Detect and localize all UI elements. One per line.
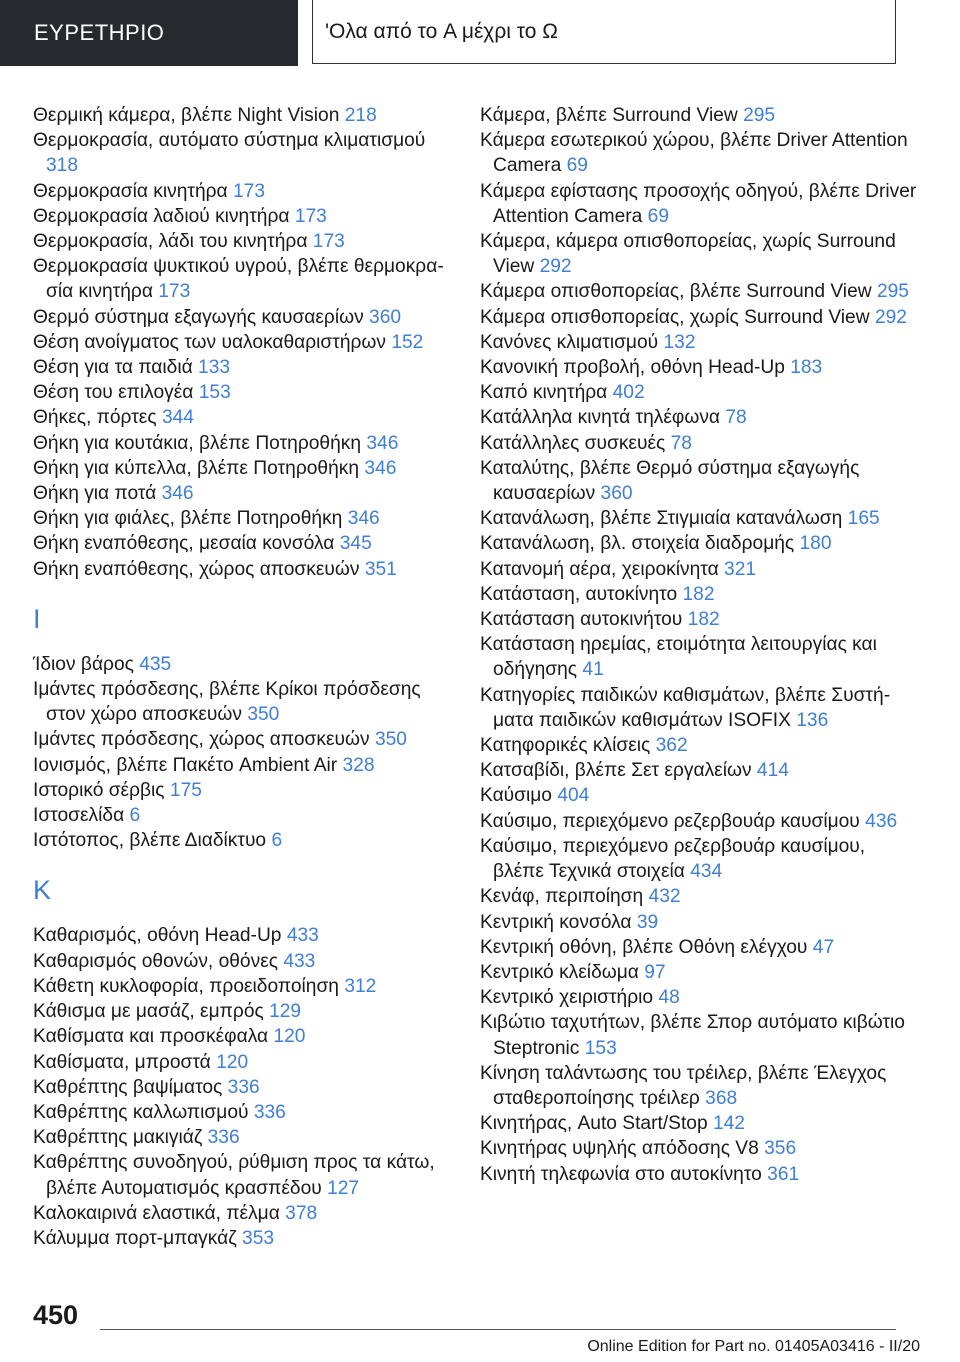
- entry-page-link[interactable]: 328: [342, 754, 375, 776]
- index-entry: [33, 204, 453, 229]
- entry-text: Κεντρική οθόνη, βλέπε Οθόνη ελέγχου: [480, 936, 808, 958]
- index-entry: [480, 884, 920, 909]
- entry-page-link[interactable]: 345: [339, 533, 372, 555]
- index-entry: [33, 753, 453, 778]
- entry-text: Κινητή τηλεφωνία στο αυτοκίνητο: [480, 1163, 762, 1185]
- index-entry: [480, 910, 920, 935]
- entry-text: Θήκες, πόρτες: [33, 407, 157, 429]
- entry-page-link[interactable]: 182: [687, 609, 720, 631]
- entry-page-link[interactable]: 39: [636, 911, 659, 933]
- entry-text: Κεντρικό χειριστήριο: [480, 987, 654, 1009]
- entry-page-link[interactable]: 173: [232, 180, 265, 202]
- index-entry: [480, 733, 920, 758]
- index-entry: [480, 985, 920, 1010]
- entry-page-link[interactable]: 360: [600, 483, 633, 505]
- index-entry: [480, 456, 920, 506]
- index-entry: [480, 179, 920, 229]
- entry-text: Θερμοκρασία ψυκτικού υγρού, βλέπε θερμοκρασία κινητήρα: [33, 256, 444, 303]
- entry-text: Καθίσματα και προσκέφαλα: [33, 1026, 269, 1048]
- entry-text: Κάμερα, βλέπε Surround View: [480, 105, 738, 126]
- entry-text: Κατάσταση αυτοκινήτου: [480, 609, 683, 631]
- entry-page-link[interactable]: 378: [285, 1202, 318, 1224]
- range-tab[interactable]: [312, 0, 896, 64]
- index-entry: [33, 974, 453, 999]
- index-entry: [33, 481, 453, 506]
- index-entry: [33, 727, 453, 752]
- index-entry: [33, 531, 453, 556]
- entry-text: Κάθετη κυκλοφορία, προειδοποίηση: [33, 975, 339, 997]
- entry-text: Κατάσταση, αυτοκίνητο: [480, 583, 678, 605]
- index-entry: [480, 1111, 920, 1136]
- entry-page-link[interactable]: 336: [227, 1076, 260, 1098]
- index-entry: [33, 999, 453, 1024]
- index-entry: [480, 405, 920, 430]
- entry-text: Καθρέπτης συνοδηγού, ρύθμιση προς τα κάτω, βλέπε Αυτοματισμός κρασπέδου: [33, 1152, 435, 1199]
- index-entry: [480, 834, 920, 884]
- entry-text: Κεντρικό κλείδωμα: [480, 961, 639, 983]
- entry-text: Κενάφ, περιποίηση: [480, 886, 644, 908]
- entry-text: Θερμοκρασία λαδιού κινητήρα: [33, 205, 290, 227]
- entry-text: Ιμάντες πρόσδεσης, χώρος αποσκευών: [33, 729, 370, 751]
- entry-page-link[interactable]: 344: [161, 407, 194, 429]
- entry-page-link[interactable]: 312: [344, 975, 377, 997]
- index-entry: [33, 456, 453, 481]
- entry-page-link[interactable]: 69: [566, 155, 588, 177]
- entry-text: Ιονισμός, βλέπε Πακέτο Ambient Air: [33, 754, 338, 776]
- index-entry: [33, 254, 453, 304]
- index-entry: [33, 1201, 453, 1226]
- index-entry: [480, 1010, 920, 1060]
- index-entry: [33, 557, 453, 582]
- index-entry: [33, 778, 453, 803]
- entry-text: Θερμοκρασία κινητήρα: [33, 180, 228, 202]
- index-entry: [33, 431, 453, 456]
- index-entry: [480, 531, 920, 556]
- entry-text: Κατανάλωση, βλ. στοιχεία διαδρομής: [480, 533, 795, 555]
- entry-page-link[interactable]: 133: [198, 357, 231, 379]
- entry-page-link[interactable]: 346: [161, 483, 194, 505]
- entry-text: Ιστορικό σέρβις: [33, 779, 165, 801]
- entry-page-link[interactable]: 132: [663, 331, 696, 353]
- entry-text: Καταλύτης, βλέπε Θερμό σύστημα εξαγωγής καυσαερίων: [480, 457, 860, 505]
- entry-text: Κινητήρας, Auto Start/Stop: [480, 1113, 708, 1135]
- index-entry: [33, 305, 453, 330]
- index-entry: [33, 330, 453, 355]
- index-entry: [480, 1061, 920, 1111]
- entry-page-link[interactable]: 127: [327, 1177, 360, 1199]
- entry-page-link[interactable]: 295: [876, 281, 909, 303]
- entry-page-link[interactable]: 182: [682, 583, 715, 605]
- index-entry: [480, 330, 920, 355]
- entry-text: Καθίσματα, μπροστά: [33, 1051, 211, 1073]
- entry-text: Κανόνες κλιματισμού: [480, 331, 659, 353]
- entry-text: Κατηφορικές κλίσεις: [480, 735, 651, 757]
- entry-page-link[interactable]: 432: [648, 886, 681, 908]
- entry-text: Κάμερα οπισθοπορείας, χωρίς Surround View: [480, 306, 870, 328]
- entry-text: Κάθισμα με μασάζ, εμπρός: [33, 1001, 264, 1023]
- entry-text: Καθρέπτης καλλωπισμού: [33, 1101, 249, 1123]
- index-entry: [480, 935, 920, 960]
- entry-page-link[interactable]: 78: [670, 432, 692, 454]
- entry-text: Καθρέπτης βαψίματος: [33, 1076, 223, 1098]
- entry-text: Κάμερα εφίστασης προσοχής οδηγού, βλέπε Driver Attention Camera: [480, 180, 917, 227]
- index-entry: [480, 809, 920, 834]
- index-entry: [33, 355, 453, 380]
- index-entry: [33, 1226, 453, 1251]
- index-entry: [480, 607, 920, 632]
- index-entry: [480, 305, 920, 330]
- entry-text: Κατσαβίδι, βλέπε Σετ εργαλείων: [480, 760, 752, 782]
- entry-page-link[interactable]: 152: [391, 331, 424, 353]
- entry-page-link[interactable]: 433: [286, 925, 319, 947]
- entry-text: Κίνηση ταλάντωσης του τρέιλερ, βλέπε Έλεγχος σταθεροποίησης τρέιλερ: [480, 1062, 887, 1109]
- entry-page-link[interactable]: 368: [705, 1087, 738, 1109]
- index-entry: [33, 380, 453, 405]
- index-column-left: [33, 103, 453, 1251]
- entry-text: Καύσιμο: [480, 785, 552, 807]
- entry-page-link[interactable]: 173: [294, 205, 327, 227]
- entry-text: Ιμάντες πρόσδεσης, βλέπε Κρίκοι πρόσδεσης στον χώρο αποσκευών: [33, 679, 421, 726]
- entry-page-link[interactable]: 183: [790, 357, 823, 379]
- entry-page-link[interactable]: 336: [253, 1101, 286, 1123]
- index-entry: [480, 683, 920, 733]
- entry-text: Κατανάλωση, βλέπε Στιγμιαία κατανάλωση: [480, 508, 843, 530]
- entry-page-link[interactable]: 292: [539, 256, 572, 278]
- entry-text: Θέση ανοίγματος των υαλοκαθαριστήρων: [33, 331, 386, 353]
- entry-page-link[interactable]: 41: [582, 659, 604, 681]
- entry-text: Κάμερα, κάμερα οπισθοπορείας, χωρίς Surround View: [480, 231, 896, 278]
- index-entry: [33, 677, 453, 727]
- entry-text: Καθαρισμός οθονών, οθόνες: [33, 950, 278, 972]
- entry-page-link[interactable]: 6: [271, 830, 283, 852]
- entry-page-link[interactable]: 47: [812, 936, 835, 958]
- entry-text: Καθρέπτης μακιγιάζ: [33, 1127, 203, 1149]
- entry-page-link[interactable]: 435: [139, 653, 172, 675]
- entry-page-link[interactable]: 120: [273, 1026, 306, 1048]
- entry-text: Θέση του επιλογέα: [33, 382, 194, 404]
- entry-page-link[interactable]: 165: [847, 508, 880, 530]
- entry-page-link[interactable]: 321: [724, 558, 757, 580]
- entry-page-link[interactable]: 218: [344, 105, 377, 126]
- entry-page-link[interactable]: 361: [767, 1163, 800, 1185]
- index-entry: [33, 229, 453, 254]
- entry-text: Κάμερα εσωτερικού χώρου, βλέπε Driver Attention Camera: [480, 130, 908, 177]
- entry-page-link[interactable]: 6: [129, 805, 141, 827]
- entry-text: Θέση για τα παιδιά: [33, 357, 193, 379]
- index-entry: [480, 506, 920, 531]
- entry-text: Ιστότοπος, βλέπε Διαδίκτυο: [33, 830, 267, 852]
- entry-page-link[interactable]: 436: [865, 810, 898, 832]
- index-entry: [480, 103, 920, 128]
- entry-page-link[interactable]: 346: [366, 432, 399, 454]
- entry-page-link[interactable]: 78: [725, 407, 747, 429]
- entry-text: Θερμό σύστημα εξαγωγής καυσαερίων: [33, 306, 364, 328]
- entry-page-link[interactable]: 69: [647, 205, 669, 227]
- entry-text: Θήκη για ποτά: [33, 483, 157, 505]
- section-title: ΕΥΡΕΤΗΡΙΟ: [34, 20, 165, 45]
- entry-text: Κατάλληλα κινητά τηλέφωνα: [480, 407, 721, 429]
- entry-page-link[interactable]: 48: [658, 987, 680, 1009]
- entry-text: Κατανομή αέρα, χειροκίνητα: [480, 558, 719, 580]
- entry-page-link[interactable]: 402: [612, 382, 645, 404]
- entry-text: Καθαρισμός, οθόνη Head-Up: [33, 925, 282, 947]
- index-entry: [480, 557, 920, 582]
- entry-text: Κάλυμμα πορτ-μπαγκάζ: [33, 1227, 237, 1249]
- entry-page-link[interactable]: 434: [690, 861, 723, 883]
- index-entry: [33, 506, 453, 531]
- index-column-right: [480, 103, 920, 1187]
- letter-heading: Κ: [33, 875, 52, 906]
- entry-text: Κατάλληλες συσκευές: [480, 432, 666, 454]
- index-entry: [33, 405, 453, 430]
- entry-page-link[interactable]: 120: [216, 1051, 249, 1073]
- entry-page-link[interactable]: 173: [158, 281, 191, 303]
- page-header: [0, 0, 960, 66]
- index-entry: [480, 279, 920, 304]
- entry-text: Θήκη για κουτάκια, βλέπε Ποτηροθήκη: [33, 432, 362, 454]
- index-entry: [480, 229, 920, 279]
- index-entry: [33, 1100, 453, 1125]
- entry-text: Κάμερα οπισθοπορείας, βλέπε Surround View: [480, 281, 872, 303]
- index-entry: [480, 1162, 920, 1187]
- entry-page-link[interactable]: 350: [374, 729, 407, 751]
- index-entry: [480, 960, 920, 985]
- entry-page-link[interactable]: 136: [796, 709, 829, 731]
- entry-text: Κατάσταση ηρεμίας, ετοιμότητα λειτουργίας και οδήγησης: [480, 634, 877, 681]
- index-entry: [33, 128, 453, 178]
- index-entry: [33, 803, 453, 828]
- entry-text: Κιβώτιο ταχυτήτων, βλέπε Σπορ αυτόματο κιβώτιο Steptronic: [480, 1012, 905, 1059]
- entry-page-link[interactable]: 336: [207, 1127, 240, 1149]
- letter-heading: Ι: [33, 603, 41, 634]
- entry-text: Ιστοσελίδα: [33, 805, 125, 827]
- index-entry: [33, 1075, 453, 1100]
- entry-page-link[interactable]: 153: [584, 1037, 617, 1059]
- entry-text: Ίδιον βάρος: [33, 653, 134, 675]
- entry-text: Θερμοκρασία, αυτόματο σύστημα κλιματισμού: [33, 130, 426, 152]
- entry-text: Κανονική προβολή, οθόνη Head-Up: [480, 357, 785, 379]
- entry-page-link[interactable]: 351: [364, 558, 397, 580]
- entry-text: Κινητήρας υψηλής απόδοσης V8: [480, 1138, 759, 1160]
- index-entry: [480, 758, 920, 783]
- entry-page-link[interactable]: 292: [874, 306, 907, 328]
- index-entry: [33, 1150, 453, 1200]
- entry-page-link[interactable]: 346: [347, 508, 380, 530]
- entry-page-link[interactable]: 129: [269, 1001, 302, 1023]
- index-entry: [480, 1136, 920, 1161]
- entry-text: Θήκη εναπόθεσης, χώρος αποσκευών: [33, 558, 360, 580]
- entry-text: Θήκη για κύπελλα, βλέπε Ποτηροθήκη: [33, 457, 360, 479]
- entry-page-link[interactable]: 318: [46, 155, 79, 177]
- footer-divider: [100, 1329, 896, 1330]
- index-entry: [480, 783, 920, 808]
- index-entry: [33, 1125, 453, 1150]
- edition-info: Online Edition for Part no. 01405A03416 - II/20: [587, 1338, 920, 1355]
- index-entry: [33, 1024, 453, 1049]
- section-tab[interactable]: [0, 0, 298, 66]
- index-entry: [480, 380, 920, 405]
- entry-text: Κεντρική κονσόλα: [480, 911, 632, 933]
- entry-text: Θερμική κάμερα, βλέπε Night Vision: [33, 105, 340, 126]
- entry-text: Καύσιμο, περιεχόμενο ρεζερβουάρ καυσίμου, βλέπε Τεχνικά στοιχεία: [480, 835, 866, 883]
- entry-page-link[interactable]: 180: [799, 533, 832, 555]
- range-title: 'Ολα από το A μέχρι το Ω: [325, 19, 558, 43]
- entry-text: Θερμοκρασία, λάδι του κινητήρα: [33, 231, 308, 253]
- entry-page-link[interactable]: 97: [644, 961, 666, 983]
- index-entry: [33, 828, 453, 853]
- entry-page-link[interactable]: 173: [312, 231, 345, 253]
- entry-text: Καλοκαιρινά ελαστικά, πέλμα: [33, 1202, 280, 1224]
- entry-page-link[interactable]: 142: [712, 1113, 745, 1135]
- entry-text: Καπό κινητήρα: [480, 382, 608, 404]
- entry-text: Καύσιμο, περιεχόμενο ρεζερβουάρ καυσίμου: [480, 810, 860, 832]
- entry-page-link[interactable]: 350: [247, 704, 280, 726]
- index-entry: [33, 103, 453, 128]
- index-entry: [480, 128, 920, 178]
- entry-page-link[interactable]: 414: [756, 760, 789, 782]
- entry-page-link[interactable]: 362: [655, 735, 688, 757]
- entry-text: Θήκη για φιάλες, βλέπε Ποτηροθήκη: [33, 508, 343, 530]
- index-entry: [480, 355, 920, 380]
- entry-text: Θήκη εναπόθεσης, μεσαία κονσόλα: [33, 533, 335, 555]
- entry-page-link[interactable]: 356: [764, 1138, 797, 1160]
- entry-page-link[interactable]: 404: [557, 785, 590, 807]
- entry-page-link[interactable]: 433: [283, 950, 316, 972]
- entry-page-link[interactable]: 175: [169, 779, 202, 801]
- index-entry: [480, 431, 920, 456]
- index-entry: [33, 652, 453, 677]
- entry-page-link[interactable]: 360: [369, 306, 402, 328]
- index-entry: [33, 179, 453, 204]
- entry-text: Κατηγορίες παιδικών καθισμάτων, βλέπε Συστήματα παιδικών καθισμάτων ISOFIX: [480, 684, 891, 731]
- index-entry: [33, 923, 453, 948]
- entry-page-link[interactable]: 153: [198, 382, 231, 404]
- index-entry: [33, 949, 453, 974]
- entry-page-link[interactable]: 295: [743, 105, 776, 126]
- index-entry: [480, 632, 920, 682]
- index-entry: [480, 582, 920, 607]
- entry-page-link[interactable]: 353: [242, 1227, 275, 1249]
- index-entry: [33, 1050, 453, 1075]
- page-number: 450: [33, 1300, 79, 1330]
- entry-page-link[interactable]: 346: [364, 457, 397, 479]
